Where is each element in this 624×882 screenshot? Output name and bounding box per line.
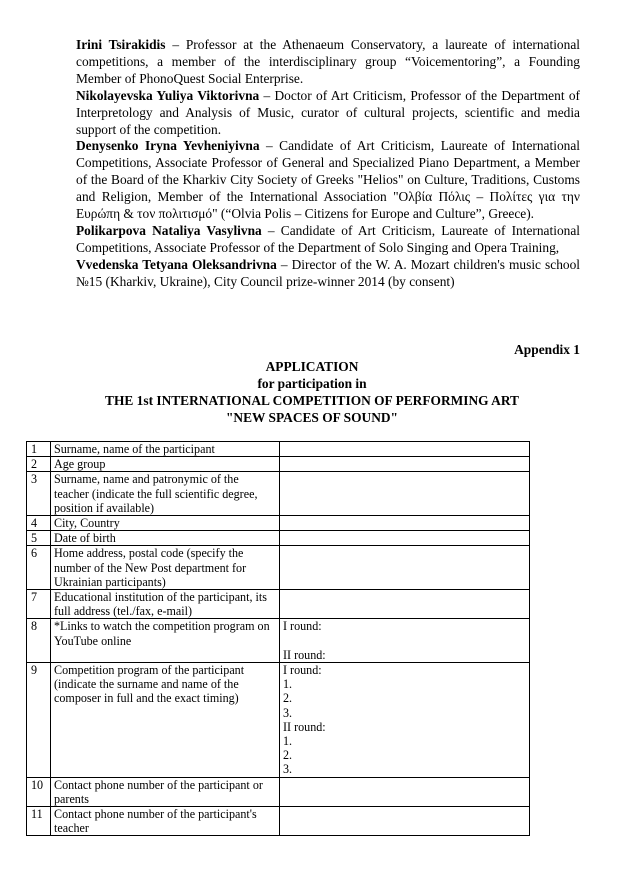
competition-title: THE 1st INTERNATIONAL COMPETITION OF PERFORMING ART <box>105 393 519 408</box>
answer-line: 2. <box>283 691 293 706</box>
field-label: Contact phone number of the participant or parents <box>51 777 280 806</box>
row-number: 7 <box>27 590 51 619</box>
jury-member <box>76 223 580 257</box>
application-subtitle: for participation in <box>257 376 367 391</box>
jury-description: – Director of the W. A. Mozart children's music school №15 (Kharkiv, Ukraine), City Council prize-winner 2014 (by consent) <box>76 256 581 289</box>
row-number: 9 <box>27 663 51 778</box>
field-answer[interactable] <box>280 590 530 619</box>
form-row <box>27 442 530 457</box>
field-label: Date of birth <box>51 531 280 546</box>
row-number: 3 <box>27 472 51 516</box>
field-answer[interactable] <box>280 619 530 663</box>
form-body <box>27 442 530 836</box>
jury-member <box>76 88 580 139</box>
field-answer[interactable] <box>280 516 530 531</box>
answer-line <box>283 634 526 648</box>
field-label: Competition program of the participant (indicate the surname and name of the composer in full and the exact timing) <box>51 663 280 778</box>
jury-member <box>76 257 580 291</box>
jury-member <box>76 138 580 223</box>
jury-name: Nikolayevska Yuliya Viktorivna <box>76 87 260 103</box>
field-label: *Links to watch the competition program on YouTube online <box>51 619 280 663</box>
answer-line: II round: <box>283 647 326 662</box>
answer-line: I round: <box>283 619 322 634</box>
field-label: Contact phone number of the participant's teacher <box>51 807 280 836</box>
field-answer[interactable] <box>280 777 530 806</box>
row-number: 11 <box>27 807 51 836</box>
field-answer[interactable] <box>280 546 530 590</box>
form-row <box>27 546 530 590</box>
jury-name: Polikarpova Nataliya Vasylivna <box>76 222 262 238</box>
field-label: Surname, name and patronymic of the teacher (indicate the full scientific degree, position if available) <box>51 472 280 516</box>
jury-name: Denysenko Iryna Yevheniyivna <box>76 138 260 154</box>
application-form-table <box>26 441 530 836</box>
row-number: 4 <box>27 516 51 531</box>
jury-description: – Candidate of Art Criticism, Laureate of International Competitions, Associate Professor of the Department of Solo Singing and Opera Training, <box>76 222 580 255</box>
jury-name: Irini Tsirakidis <box>76 37 166 52</box>
field-answer[interactable] <box>280 531 530 546</box>
form-row <box>27 531 530 546</box>
jury-member <box>76 37 580 88</box>
jury-name: Vvedenska Tetyana Oleksandrivna <box>76 256 277 272</box>
field-answer[interactable] <box>280 457 530 472</box>
form-row <box>27 457 530 472</box>
field-answer[interactable] <box>280 807 530 836</box>
row-number: 1 <box>27 442 51 457</box>
row-number: 2 <box>27 457 51 472</box>
field-label: Home address, postal code (specify the number of the New Post department for Ukrainian participants) <box>51 546 280 590</box>
row-number: 5 <box>27 531 51 546</box>
answer-line: II round: <box>283 719 326 734</box>
field-label: Age group <box>51 457 280 472</box>
jury-list <box>76 37 580 291</box>
field-answer[interactable] <box>280 472 530 516</box>
form-row <box>27 619 530 663</box>
form-row <box>27 777 530 806</box>
form-row <box>27 516 530 531</box>
application-title: APPLICATION <box>265 359 359 374</box>
appendix-label: Appendix 1 <box>514 342 580 357</box>
jury-description: – Professor at the Athenaeum Conservatory, a laureate of international competitions, a member of the interdisciplinary group “Voicementoring”, a Founding Member of PhonoQuest Social Enterprise. <box>76 37 580 86</box>
row-number: 8 <box>27 619 51 663</box>
field-answer[interactable] <box>280 663 530 778</box>
answer-line: 1. <box>283 677 293 692</box>
jury-description: – Doctor of Art Criticism, Professor of the Department of Interpretology and Analysis of Music, curator of cultural projects, scientific and media support of the competition. <box>76 87 580 137</box>
answer-line: 1. <box>283 734 293 749</box>
answer-line: 3. <box>283 762 293 777</box>
field-label: Surname, name of the participant <box>51 442 280 457</box>
row-number: 10 <box>27 777 51 806</box>
answer-line: 3. <box>283 705 293 720</box>
form-row <box>27 590 530 619</box>
field-label: Educational institution of the participant, its full address (tel./fax, e-mail) <box>51 590 280 619</box>
field-answer[interactable] <box>280 442 530 457</box>
competition-name: "NEW SPACES OF SOUND" <box>226 410 398 425</box>
answer-line: 2. <box>283 748 293 763</box>
answer-line: I round: <box>283 663 322 678</box>
field-label: City, Country <box>51 516 280 531</box>
jury-description: – Candidate of Art Criticism, Laureate of International Competitions, Associate Professor of General and Specialized Piano Department, a Member of the Board of the Kharkiv City Society of Greeks "Helios" on Culture, Traditions, Customs and Religion, Member of the International Association "Ολβία Πόλις – Πολίτες για την Ευρώπη & τον πολιτισμό" (“Olvia Polis – Citizens for Europe and Culture”, Greece). <box>76 138 580 222</box>
row-number: 6 <box>27 546 51 590</box>
form-row <box>27 807 530 836</box>
form-row <box>27 663 530 778</box>
form-row <box>27 472 530 516</box>
